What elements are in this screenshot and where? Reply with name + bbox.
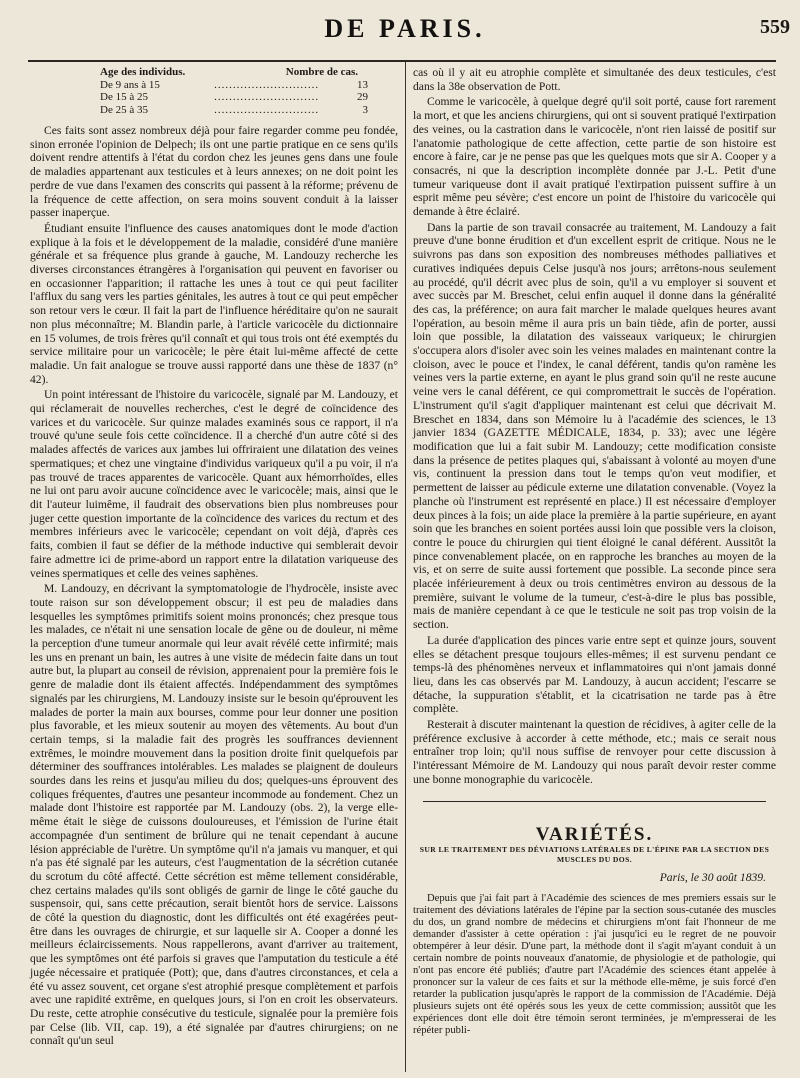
leader-dots: ............................ <box>214 78 320 91</box>
left-column <box>30 66 398 1050</box>
column-divider <box>405 62 406 1072</box>
paragraph: Dans la partie de son travail consacrée au traitement, M. Landouzy a fait preuve d'une bonne érudition et d'un excellent esprit de critique. Nous ne le suivrons pas dans son exposition des nombreuses méthodes palliatives et curatives indiquées depuis Celse jusqu'à nos jours; arrêtons-nous seulement au procédé, qu'il décrit avec plus de soin, qu'il a vu employer si souvent et avec succès par M. Breschet, celui enfin auquel il donne dans la généralité des cas, la préférence; on aura fait marcher le malade quelques heures avant l'opération, au besoin même il aura pris un bain tiède, afin de porter, aussi loin que possible, la dilatation des vaisseaux variqueux; le chirurgien s'occupera alors d'isoler avec soin les veines malades en maintenant contre la cloison, avec le pouce et l'index, le canal déférent, tandis qu'on ramène les veines vers la partie externe, en ayant le plus grand soin qu'il ne reste aucune veine vers le canal déférent, ce qui compromettrait le succès de l'opération. L'instrument qu'il s'agit d'appliquer maintenant est celui que décrivait M. Breschet en 1834, dans son Mémoire lu à l'académie des sciences, le 13 janvier 1834 (GAZETTE MÉDICALE, 1834, p. 33); avec une légère modification que lui a fait subir M. Landouzy; cette modification consiste dans la présence de petites plaques qui, s'abaissant à volonté au moyen d'une vis, continuent la pression dans tout le temps qu'on veut modifier, et permettent de laisser au pédicule externe une dilatation convenable. (Voyez la planche où l'instrument est représenté en place.) Il est nécessaire d'employer deux pinces à la fois; un aide place la première à la partie supérieure, en ayant soin que les branches en soient portées aussi loin que possible vers la cloison, contre le pouce du chirurgien qui tient éloigné le canal déférent. Aussitôt la pince convenablement placée, on en rapproche les branches au moyen de la vis, et on serre de suite aussi fortement que possible. La seconde pince sera placée inférieurement à deux ou trois centimètres environ au dessous de la première, suivant le volume de la tumeur, c'est-à-dire le plus bas possible, mais de manière cependant à ce que le testicule ne soit pas trop voisin de la section. <box>413 220 776 632</box>
age-range: De 25 à 35 <box>100 103 148 116</box>
paragraph: Resterait à discuter maintenant la question de récidives, à agiter celle de la préférence exclusive à accorder à cette méthode, etc.; mais ce serait nous entraîner trop loin; qu'il nous suffise de renvoyer pour cette discussion à l'intéressant Mémoire de M. Landouzy qui nous paraît devoir rester comme une bonne monographie du varicocèle. <box>413 718 776 786</box>
paragraph: M. Landouzy, en décrivant la symptomatologie de l'hydrocèle, insiste avec toute raison sur son développement obscur; il est peu de maladies dans lesquelles les symptômes primitifs soient moins prononcés; chez presque tous les malades, ce n'était ni une sensation locale de gêne ou de douleur, ni même la perception d'une tumeur anormale qui leur avait révélé cette infirmité; mais les uns en prenant un bain, les autres à une visite de médecin faite dans un tout autre but, la plupart au conseil de révision, apprenaient pour la première fois le genre de maladie dont ils étaient affectés. Indépendamment des symptômes signalés par les chirurgiens, M. Landouzy insiste sur le besoin qu'éprouvent les malades de porter la main aux bourses, comme pour leur donner une position plus favorable, et les mieux soutenir au moyen des vêtements. Au bout d'un certain temps, si la maladie fait des progrès les souffrances deviennent extrêmes, le moindre mouvement dans la position droite finit quelquefois par déterminer des souffrances intolérables. Les malades se plaignent de douleurs sourdes dans les reins et jusqu'au milieu du dos; quelques-uns éprouvent des coliques fréquentes, d'autres une pesanteur incommode au fondement. Chez un malade dont l'histoire est rapportée par M. Landouzy (obs. 2), la verge elle-même était le siège de cuissons douloureuses, et l'émission de l'urine était accompagnée d'un sentiment de brûlure qui ne tenait cependant à aucune lésion appréciable de l'urètre. Un symptôme qu'il n'a jamais vu manquer, et qui n'a pas été signalé par les auteurs, c'est l'augmentation de la sécrétion cutanée du scrotum du côté affecté. Cette sécrétion est même tellement considérable, chez certains malades qu'ils sont obligés de garnir de linge le côté gauche du suspensoir, qui, sans cette précaution, serait bientôt hors de service. Laissons de côté la question du diagnostic, dont les difficultés ont été exagérées peut-être dans les ouvrages de chirurgie, et sur laquelle sir A. Cooper a donné les meilleurs éclaircissements. Nous rappellerons, avant d'arriver au traitement, que les symptômes ont été parfois si graves que l'amputation du testicule a été jugée nécessaire et pratiquée (Pott); que, dans d'autres circonstances, et cela a été vu assez souvent, cet organe s'est atrophié presque complètement et parfois avec une rapidité extrême, en quelques jours, si l'on en croit les observateurs. Du reste, cette atrophie consécutive du testicule, signalée pour la première fois par Celse (lib. VII, cap. 19), a été signalée par d'autres chirurgiens; on ne connaît qu'un seul <box>30 582 398 1048</box>
case-count: 29 <box>357 91 368 103</box>
right-column <box>413 66 776 1039</box>
case-count: 3 <box>362 103 368 116</box>
ages-col2-header: Nombre de cas. <box>285 66 358 78</box>
ages-col1-header: Age des individus. <box>100 66 186 78</box>
ages-table <box>30 66 398 116</box>
article-body: Depuis que j'ai fait part à l'Académie des sciences de mes premiers essais sur le traitement des déviations latérales de l'épine par la section sous-cutanée des muscles du dos, un grand nombre de médecins et chirurgiens m'ont fait l'honneur de me demander d'assister à cette opération : j'ai jusqu'ici eu le regret de ne pouvoir obtempérer à leur désir. D'une part, la méthode dont il s'agit m'ayant conduit à un certain nombre de points nouveaux d'anatomie, de physiologie et de pathologie, qui n'ont pas encore été publiés; d'autre part l'Académie des sciences étant appelée à prononcer sur la valeur de ces faits et sur la méthode elle-même, je suis forcé d'en retarder la publication jusqu'après le rapport de la commission de l'Académie. Déjà plusieurs sujets ont été opérés sous les yeux de cette commission; aussitôt que les expériences dont elle doit être témoin seront terminées, je m'empresserai de les répéter publi- <box>413 892 776 1036</box>
ages-table-header <box>30 66 398 79</box>
section-heading: VARIÉTÉS. <box>535 823 654 845</box>
ages-table-row <box>30 91 398 104</box>
paragraph: Ces faits sont assez nombreux déjà pour faire regarder comme peu fondée, sinon erronée l'opinion de Delpech; ils ont une partie pratique en ce sens qu'ils doivent rendre attentifs à l'état du cordon chez les jeunes gens dans une foule de maladies appartenant aux testicules et à leurs annexes; on ne doit point les perdre de vue dans l'examen des conscrits qui passent à la réforme; prévenu de la fréquence de cette affection, on sera moins souvent conduit à la laisser passer inaperçue. <box>30 124 398 220</box>
paragraph: cas où il y ait eu atrophie complète et simultanée des deux testicules, c'est dans la 38e observation de Pott. <box>413 66 776 93</box>
ages-table-row <box>30 104 398 117</box>
article-title: SUR LE TRAITEMENT DES DÉVIATIONS LATÉRALES DE L'ÉPINE PAR LA SECTION DES MUSCLES DU DOS. <box>419 845 770 865</box>
ages-table-row <box>30 79 398 92</box>
age-range: De 15 à 25 <box>100 91 148 103</box>
section-rule <box>423 801 766 802</box>
masthead <box>20 14 790 44</box>
header-rule <box>28 60 776 62</box>
case-count: 13 <box>357 78 368 91</box>
masthead-title: DE PARIS. <box>324 14 486 43</box>
leader-dots: ............................ <box>214 91 320 103</box>
paragraph: Étudiant ensuite l'influence des causes anatomiques dont le mode d'action explique à la fois et le développement de la maladie, considéré d'une manière générale et sa fréquence plus grande à gauche, M. Landouzy recherche les diverses circonstances étrangères à l'organisation qui peuvent en favoriser ou en occasionner l'apparition; il rattache les unes à tout ce qui peut faciliter l'afflux du sang vers les parties génitales, les autres à tout ce qui peut empêcher son retour vers le cœur. Il fait la part de l'influence héréditaire qu'on ne saurait non plus méconnaître; M. Blandin parle, à l'article varicocèle du dictionnaire en 15 volumes, de trois frères qu'il connaît et qui tous trois ont été exemptés du service militaire pour un varicocèle; le père était lui-même affecté de cette maladie. Un fait analogue se trouve aussi rapporté dans une thèse de 1837 (n° 42). <box>30 221 398 386</box>
dateline: Paris, le 30 août 1839. <box>659 871 766 885</box>
paragraph: Comme le varicocèle, à quelque degré qu'il soit porté, cause fort rarement la mort, et que les anciens chirurgiens, qui ont si souvent pratiqué l'extirpation des veines, ou la castration dans le varicocèle, n'ont rien laissé de positif sur l'anatomie pathologique de cette affection, cette partie de son histoire est encore à faire, car je ne pense pas que les quelques mots que sir A. Cooper y a consacrés, ni que la description incomplète donnée par J.-L. Petit d'une tumeur variqueuse dont il avait pratiqué l'extirpation puissent suffire à un esprit même peu sévère; c'est encore un point de l'histoire du varicocèle qui demande à être éclairé. <box>413 95 776 219</box>
paragraph: Un point intéressant de l'histoire du varicocèle, signalé par M. Landouzy, et qui réclamerait de nouvelles recherches, c'est le degré de coïncidence des varices et du varicocèle. Sur quinze malades examinés sous ce rapport, il n'a trouvé qu'une seule fois cette coïncidence. Il a cherché d'un autre côté si des malades affectés de varices aux jambes lui offriraient une dilatation des veines spermatiques; et chez une vingtaine d'individus variqueux qu'il a pu voir, il n'a pas trouvé de traces apparentes de varicocèle. Quant aux hémorrhoïdes, elles ne lui ont paru avoir aucune coïncidence avec le varicocèle; mais, ainsi que le dit l'auteur luimême, il faudrait des observations bien plus nombreuses pour juger cette question importante de la coïncidence des varices du rectum et des membres inférieurs avec le varicocèle; cependant on voit déjà, d'après ces faits, combien il faut se défier de la méthode inductive qui semblerait devoir faire admettre ici de prime-abord un rapport entre la dilatation variqueuse des veines spermatiques et celle des veines saphènes. <box>30 388 398 580</box>
leader-dots: ............................ <box>214 103 320 116</box>
age-range: De 9 ans à 15 <box>100 78 160 91</box>
page-number: 559 <box>760 16 790 38</box>
paragraph: La durée d'application des pinces varie entre sept et quinze jours, souvent elles se détachent presque toujours elles-mêmes; il est survenu pendant ce temps-là des phénomènes nerveux et inflammatoires qui n'ont jamais donné lieu, dans les cas observés par M. Landouzy, à aucun accident; l'escarre se détache, la suppuration s'établit, et la cicatrisation ne tarde pas à être complète. <box>413 633 776 716</box>
